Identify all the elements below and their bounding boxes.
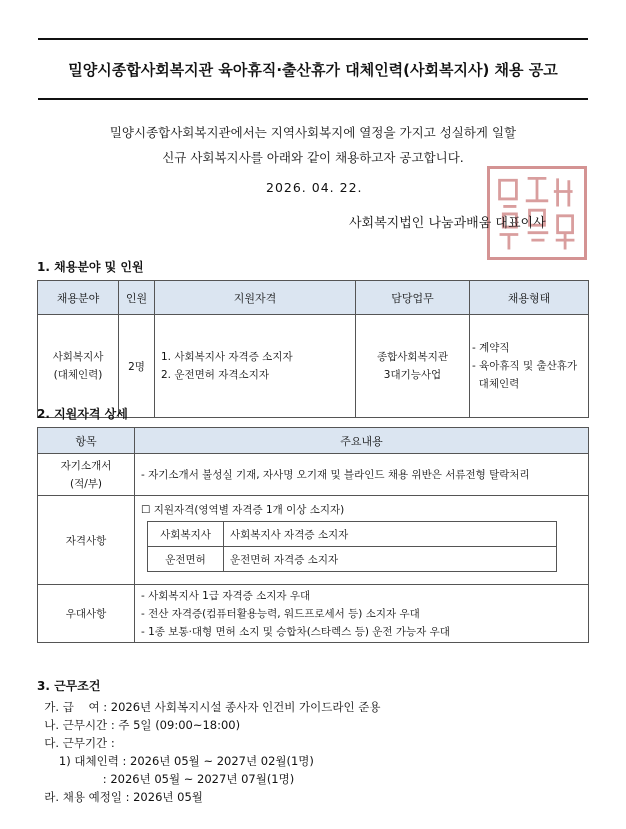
count-cell: 2명 [119,315,155,418]
qual-key: 운전면허 [148,547,224,572]
qual-value: 사회복지사 자격증 소지자 [224,522,557,547]
duty-cell: 종합사회복지관 3대기능사업 [356,315,470,418]
employment-type-cell: - 계약직 - 육아휴직 및 출산휴가 대체인력 [470,315,589,418]
condition-line: 1) 대체인력 : 2026년 05월 ~ 2027년 02월(1명) [37,754,314,768]
qualification-label: 자격사항 [38,496,135,585]
preference-list [135,585,589,643]
condition-line: 라. 채용 예정일 : 2026년 05월 [37,790,203,804]
self-intro-text: - 자기소개서 불성실 기재, 자사명 오기재 및 블라인드 채용 위반은 서류전형 탈락처리 [135,454,589,496]
col-header: 채용형태 [470,281,589,315]
condition-line: : 2026년 05월 ~ 2027년 07월(1명) [37,772,295,786]
qual-value: 운전면허 자격증 소지자 [224,547,557,572]
col-header: 인원 [119,281,155,315]
col-header: 담당업무 [356,281,470,315]
intro-line-2: 신규 사회복지사를 아래와 같이 채용하고자 공고합니다. [162,150,464,165]
recruitment-table [37,280,589,418]
field-cell: 사회복지사 (대체인력) [38,315,119,418]
col-header: 지원자격 [155,281,356,315]
qualification-detail [135,496,589,585]
qualification-title: ☐ 지원자격(영역별 자격증 1개 이상 소지자) [141,504,345,516]
section-1-heading: 1. 채용분야 및 인원 [37,260,144,274]
section-2-heading: 2. 지원자격 상세 [37,407,128,421]
qualification-detail-table [37,427,589,643]
list-item: - 1종 보통·대형 면허 소지 및 승합차(스타렉스 등) 운전 가능자 우대 [141,625,450,638]
announcement-date: 2026. 04. 22. [266,180,363,195]
work-conditions [37,698,380,806]
col-header: 주요내용 [135,428,589,454]
section-3-heading: 3. 근무조건 [37,679,101,693]
intro-line-1: 밀양시종합사회복지관에서는 지역사회복지에 열정을 가지고 성실하게 일할 [109,125,517,140]
preference-label: 우대사항 [38,585,135,643]
condition-line: 다. 근무기간 : [37,736,115,750]
list-item: - 전산 자격증(컴퓨터활용능력, 워드프로세서 등) 소지자 우대 [141,607,420,620]
qual-key: 사회복지사 [148,522,224,547]
qualification-cell: 1. 사회복지사 자격증 소지자 2. 운전면허 자격소지자 [155,315,356,418]
condition-line: 가. 급 여 : 2026년 사회복지시설 종사자 인건비 가이드라인 준용 [37,700,381,714]
col-header: 항목 [38,428,135,454]
qualification-subtable [147,521,557,572]
self-intro-label: 자기소개서 (적/부) [38,454,135,496]
col-header: 채용분야 [38,281,119,315]
list-item: - 사회복지사 1급 자격증 소지자 우대 [141,589,311,602]
page-title: 밀양시종합사회복지관 육아휴직·출산휴가 대체인력(사회복지사) 채용 공고 [38,38,588,100]
signature-line: 사회복지법인 나눔과배움 대표이사 [349,216,546,231]
condition-line: 나. 근무시간 : 주 5일 (09:00~18:00) [37,718,241,732]
